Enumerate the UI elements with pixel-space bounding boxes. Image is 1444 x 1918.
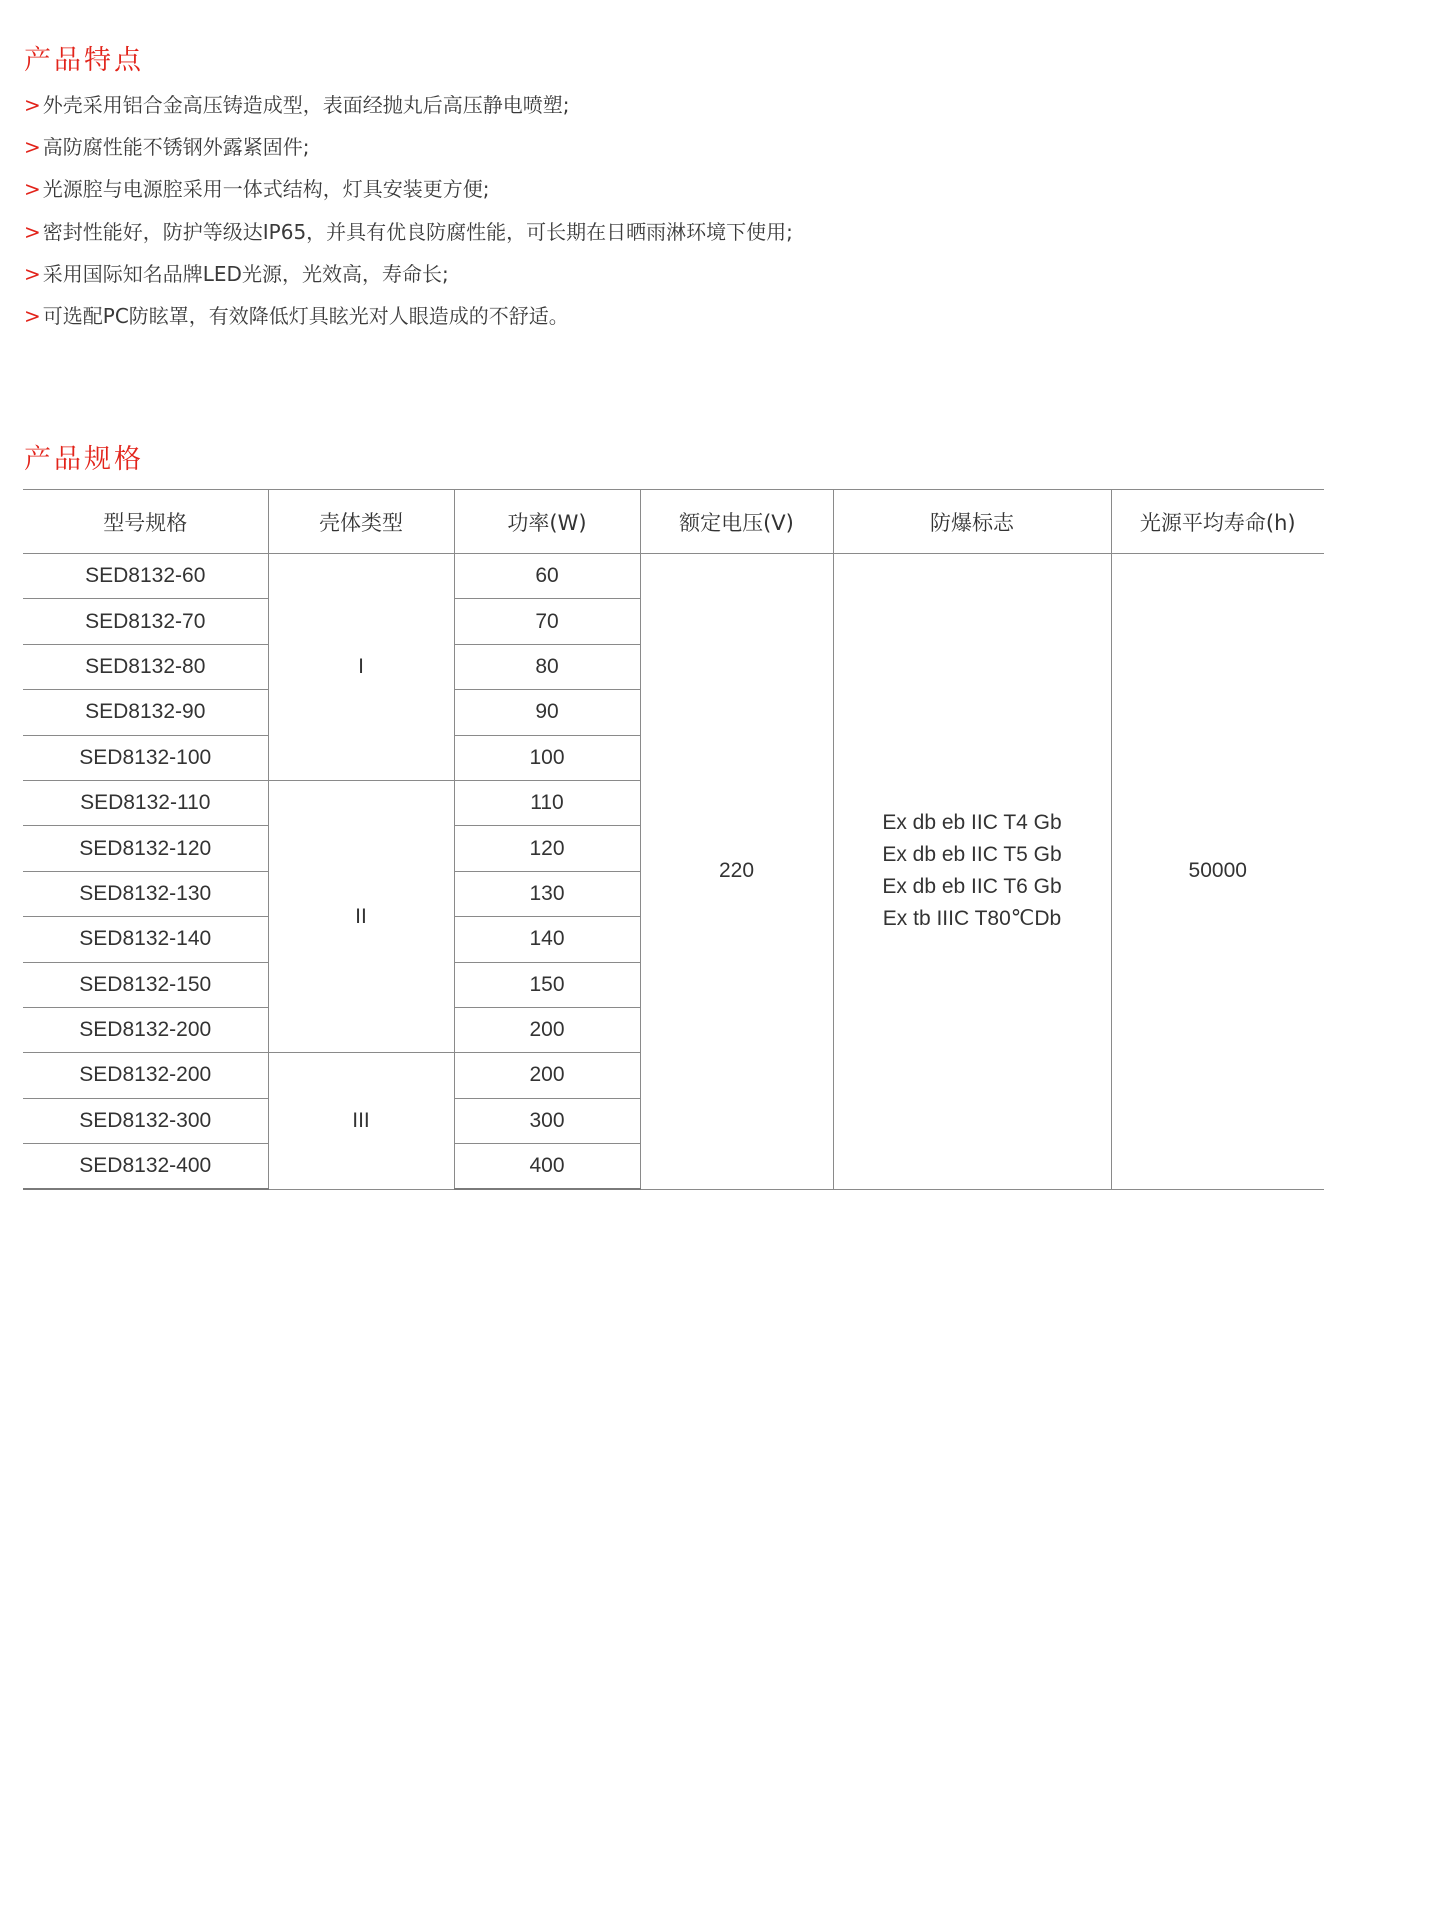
feature-item <box>24 253 793 295</box>
feature-item <box>24 295 793 337</box>
power-cell: 400 <box>454 1144 640 1190</box>
model-cell: SED8132-400 <box>23 1144 268 1190</box>
model-cell: SED8132-200 <box>23 1007 268 1052</box>
model-cell: SED8132-120 <box>23 826 268 871</box>
header-model: 型号规格 <box>23 490 268 554</box>
model-cell: SED8132-60 <box>23 554 268 599</box>
arrow-marker: > <box>24 261 41 286</box>
feature-text: 可选配PC防眩罩，有效降低灯具眩光对人眼造成的不舒适。 <box>42 303 569 328</box>
power-cell: 80 <box>454 644 640 689</box>
power-cell: 70 <box>454 599 640 644</box>
ex-mark-line: Ex tb IIIC T80℃Db <box>882 907 1062 931</box>
specs-title: 产品规格 <box>24 444 144 475</box>
arrow-marker: > <box>24 93 41 117</box>
features-list <box>24 84 793 337</box>
ex-mark-line: Ex db eb IIC T6 Gb <box>882 875 1062 899</box>
lifetime-cell: 50000 <box>1111 554 1324 1190</box>
model-cell: SED8132-100 <box>23 735 268 780</box>
power-cell: 300 <box>454 1098 640 1143</box>
model-cell: SED8132-70 <box>23 599 268 644</box>
feature-text: 外壳采用铝合金高压铸造成型，表面经抛丸后高压静电喷塑; <box>42 93 570 117</box>
feature-item <box>24 126 793 168</box>
arrow-marker: > <box>24 177 41 202</box>
arrow-marker: > <box>24 303 41 328</box>
model-cell: SED8132-300 <box>23 1098 268 1143</box>
table-row <box>23 554 1324 599</box>
header-voltage: 额定电压(V) <box>640 490 833 554</box>
power-cell: 200 <box>454 1053 640 1098</box>
feature-item <box>24 211 793 253</box>
features-title: 产品特点 <box>24 45 144 76</box>
power-cell: 100 <box>454 735 640 780</box>
model-cell: SED8132-200 <box>23 1053 268 1098</box>
ex-mark-line: Ex db eb IIC T5 Gb <box>882 843 1062 867</box>
feature-item <box>24 84 793 126</box>
housing-type-cell: I <box>268 554 454 781</box>
housing-type-cell: III <box>268 1053 454 1190</box>
header-housing-type: 壳体类型 <box>268 490 454 554</box>
model-cell: SED8132-90 <box>23 690 268 735</box>
power-cell: 130 <box>454 871 640 916</box>
ex-mark-line: Ex db eb IIC T4 Gb <box>882 811 1062 835</box>
table-header-row <box>23 490 1324 554</box>
power-cell: 90 <box>454 690 640 735</box>
header-ex-mark: 防爆标志 <box>833 490 1111 554</box>
power-cell: 140 <box>454 917 640 962</box>
model-cell: SED8132-140 <box>23 917 268 962</box>
power-cell: 200 <box>454 1007 640 1052</box>
power-cell: 120 <box>454 826 640 871</box>
housing-type-cell: II <box>268 780 454 1052</box>
feature-item <box>24 168 793 210</box>
model-cell: SED8132-110 <box>23 780 268 825</box>
model-cell: SED8132-130 <box>23 871 268 916</box>
spec-table <box>23 489 1324 1190</box>
arrow-marker: > <box>24 135 41 160</box>
feature-text: 采用国际知名品牌LED光源，光效高，寿命长; <box>42 261 449 286</box>
arrow-marker: > <box>24 219 41 244</box>
power-cell: 150 <box>454 962 640 1007</box>
feature-text: 密封性能好，防护等级达IP65，并具有优良防腐性能，可长期在日晒雨淋环境下使用; <box>42 219 793 244</box>
power-cell: 110 <box>454 780 640 825</box>
voltage-cell: 220 <box>640 554 833 1190</box>
model-cell: SED8132-150 <box>23 962 268 1007</box>
model-cell: SED8132-80 <box>23 644 268 689</box>
power-cell: 60 <box>454 554 640 599</box>
feature-text: 高防腐性能不锈钢外露紧固件; <box>42 135 310 160</box>
feature-text: 光源腔与电源腔采用一体式结构，灯具安装更方便; <box>42 177 490 202</box>
header-lifetime: 光源平均寿命(h) <box>1111 490 1324 554</box>
header-power: 功率(W) <box>454 490 640 554</box>
ex-mark-cell <box>833 554 1111 1190</box>
